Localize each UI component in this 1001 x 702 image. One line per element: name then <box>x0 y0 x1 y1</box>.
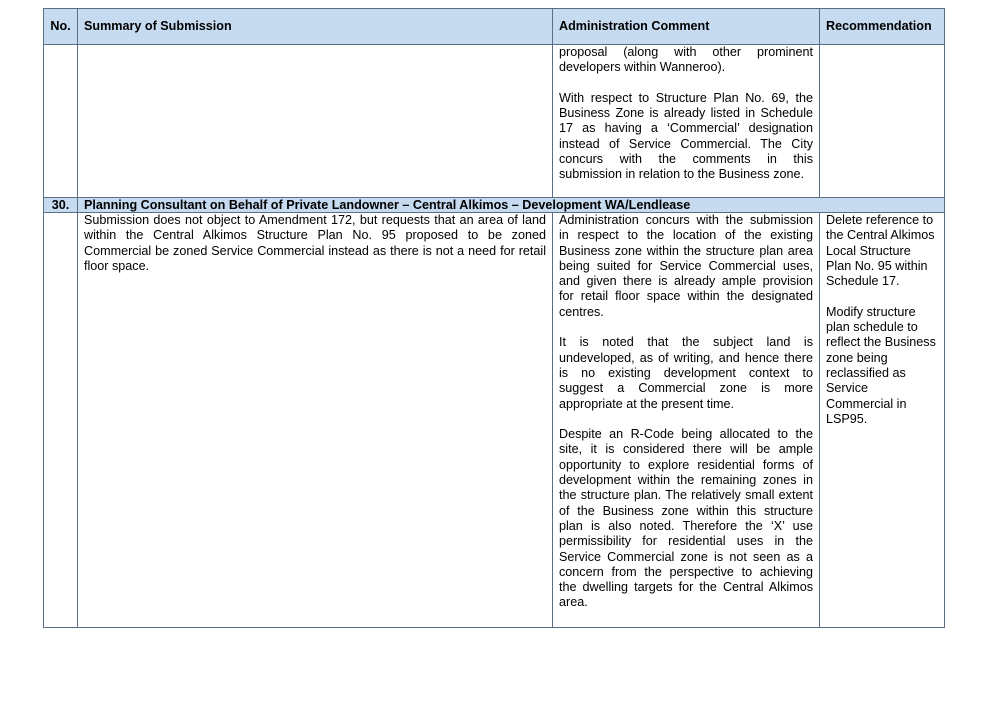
comment-paragraph: With respect to Structure Plan No. 69, the Business Zone is already listed in Schedule 17 as having a ‘Commercial’ designation instead of Service Commercial. The City concurs with the comments in this submission in relation to the Business zone. <box>559 90 813 182</box>
header-recommendation: Recommendation <box>820 9 945 45</box>
submission-number: 30. <box>44 198 78 213</box>
header-summary: Summary of Submission <box>78 9 553 45</box>
cell-summary-empty <box>78 45 553 198</box>
recommendation-paragraph: Modify structure plan schedule to reflect the Business zone being reclassified as Service Commercial in LSP95. <box>826 304 936 426</box>
table-header-row <box>44 9 945 45</box>
comment-paragraph: Administration concurs with the submission in respect to the location of the existing Business zone within the structure plan area being suited for Service Commercial uses, and given there is already ample provision for retail floor space within the designated centres. <box>559 213 813 319</box>
cell-comment <box>553 213 820 628</box>
comment-paragraph: Despite an R-Code being allocated to the site, it is considered there will be ample opportunity to explore residential forms of development within the remaining zones in the structure plan. The relatively small extent of the Business zone within this structure plan is also noted. Therefore the ‘X’ use permissibility for residential uses in the Service Commercial zone is not seen as a concern from the perspective to achieving the dwelling targets for the Central Alkimos area. <box>559 427 813 610</box>
cell-summary <box>78 213 553 628</box>
table-row-30 <box>44 213 945 628</box>
comment-paragraph: proposal (along with other prominent developers within Wanneroo). <box>559 45 813 75</box>
recommendation-paragraph: Delete reference to the Central Alkimos Local Structure Plan No. 95 within Schedule 17. <box>826 213 935 289</box>
header-no: No. <box>44 9 78 45</box>
cell-no-empty <box>44 213 78 628</box>
cell-no-empty <box>44 45 78 198</box>
cell-recommendation <box>820 213 945 628</box>
submission-heading: Planning Consultant on Behalf of Private Landowner – Central Alkimos – Development WA/Lendlease <box>78 198 945 213</box>
table-row-continued <box>44 45 945 198</box>
comment-paragraph: It is noted that the subject land is undeveloped, as of writing, and hence there is no existing development context to suggest a Commercial zone is more appropriate at the present time. <box>559 335 813 411</box>
submission-heading-row <box>44 198 945 213</box>
header-comment: Administration Comment <box>553 9 820 45</box>
summary-text: Submission does not object to Amendment 172, but requests that an area of land within the Central Alkimos Structure Plan No. 95 proposed to be zoned Commercial be zoned Service Commercial instead as there is not a need for retail floor space. <box>84 213 546 273</box>
cell-recommendation-empty <box>820 45 945 198</box>
cell-comment-continued <box>553 45 820 198</box>
submissions-table <box>43 8 945 628</box>
